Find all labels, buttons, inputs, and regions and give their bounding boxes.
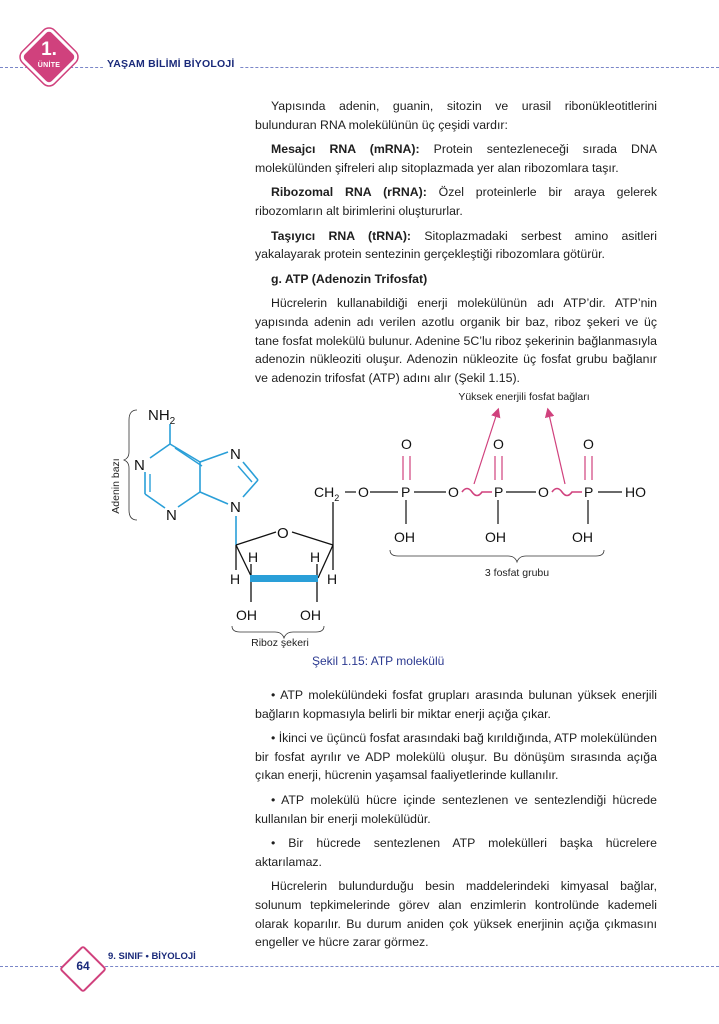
footer-title: 9. SINIF • BİYOLOJİ [108,951,196,962]
ribose-oxygen: O [277,525,289,542]
adenine-label: Adenin bazı [110,458,122,514]
trna-term: Taşıyıcı RNA (tRNA): [271,228,412,243]
bullet-1: • ATP molekülündeki fosfat grupları arasında bulunan yüksek enerjili bağların kopmasıyla belirli bir miktar enerji açığa çıkar. [255,688,657,721]
unit-label: ÜNİTE [37,62,61,69]
adenine-n3: N [166,507,177,524]
adenine-rings [145,444,258,508]
ribose-bold-edge [250,575,318,582]
high-energy-bond-1 [462,489,492,496]
unit-title: YAŞAM BİLİMİ BİYOLOJİ [103,58,239,70]
phosphorus-1: P [401,484,411,500]
ribose-oh2: OH [300,607,321,623]
bullet-2: • İkinci ve üçüncü fosfat arasındaki bağ kırıldığında, ATP molekülünden bir fosfat ayrılır ve ADP molekülü oluşur. Bu dönüşüm sırasında açığa çıkan enerji, hücrenin yaşamsal faaliyetlerinde kullanılır. [255,731,657,783]
adenine-n9: N [230,499,241,516]
trna-paragraph [255,227,657,264]
top-text-block [255,97,657,393]
phosphorus-2: P [494,484,504,500]
bottom-text-block [255,686,657,958]
ribose-h4: H [327,571,338,587]
phosphate-brace [390,550,604,562]
phosphorus-3: P [584,484,594,500]
atp-molecule-figure [0,380,719,652]
ester-oxygen: O [358,484,369,500]
rrna-term: Ribozomal RNA (rRNA): [271,185,427,200]
bridge-oxygen-2: O [538,484,549,500]
ribose-oh1: OH [236,607,257,623]
ribose-label: Riboz şekeri [251,637,309,649]
trna-text: Sitoplazmadaki serbest amino asitleri yakalayarak protein sentezinin gerçekleştiği ribozomlara götürür. [255,228,657,262]
amine-group: $NH_2$ [148,407,176,427]
bullet-3: • ATP molekülü hücre içinde sentezlenen ve sentezlendiği hücrede kullanılan bir enerji molekülüdür. [255,792,657,826]
terminal-ho: HO [625,484,646,500]
bridge-oxygen-1: O [448,484,459,500]
p2-oxygen: O [493,436,504,452]
rna-intro: Yapısında adenin, guanin, sitozin ve urasil ribonükleotitlerini bulunduran RNA molekülünün üç çeşidi vardır: [255,99,657,132]
phosphate-label: 3 fosfat grubu [484,567,550,579]
ribose-h1: H [248,549,259,565]
p1-oh: OH [394,529,415,545]
adenine-n1: N [134,457,145,474]
p2-oh: OH [485,529,506,545]
high-energy-bond-2 [552,489,582,496]
ribose-h2: H [310,549,321,565]
arrow-bond-2 [548,410,565,484]
unit-number: 1. [41,39,57,60]
adenine-n7: N [230,446,241,463]
p3-oh: OH [572,529,593,545]
ch2-group: $CH_2$ [314,484,340,503]
footer-divider [0,966,719,967]
section-heading: g. ATP (Adenozin Trifosfat) [271,271,428,286]
rrna-paragraph [255,183,657,220]
bullet-4: • Bir hücrede sentezlenen ATP molekülleri başka hücrelere aktarılamaz. [255,836,657,869]
high-energy-label: Yüksek enerjili fosfat bağları [458,391,590,403]
figure-caption: Şekil 1.15: ATP molekülü [312,654,445,668]
p1-oxygen: O [401,436,412,452]
final-paragraph: Hücrelerin bulundurduğu besin maddelerindeki kimyasal bağlar, solunum tepkimelerinde görev alan enzimlerin kontrolünde kademeli olarak koparılır. Bu durum aniden çok yüksek enerjinin açığa çıkmasını engeller ve hücre zarar görmez. [255,879,657,950]
ribose-h3: H [230,571,241,587]
rrna-text: Özel proteinlerle bir araya gelerek ribozomların alt birimlerini oluştururlar. [255,185,657,218]
atp-intro: Hücrelerin kullanabildiği enerji molekülünün adı ATP’dir. ATP’nin yapısında adenin adı verilen azotlu organik bir baz, riboz şekeri ve üç tane fosfat molekülü bulunur. Adenine 5C’lu riboz şekerinin bağlanmasıyla adenozin nükleoziti oluşur. Adenozin nükleozite üç fosfat grubu bağlanır ve adenozin trifosfat (ATP) adını alır (Şekil 1.15). [255,296,657,385]
mrna-paragraph [255,140,657,177]
mrna-text: Protein sentezleneceği sırada DNA molekülünden şifreleri alıp sitoplazmada yer alan ribozomlara taşır. [255,142,657,175]
p3-oxygen: O [583,436,594,452]
mrna-term: Mesajcı RNA (mRNA): [271,142,420,157]
page-number: 64 [76,959,90,973]
